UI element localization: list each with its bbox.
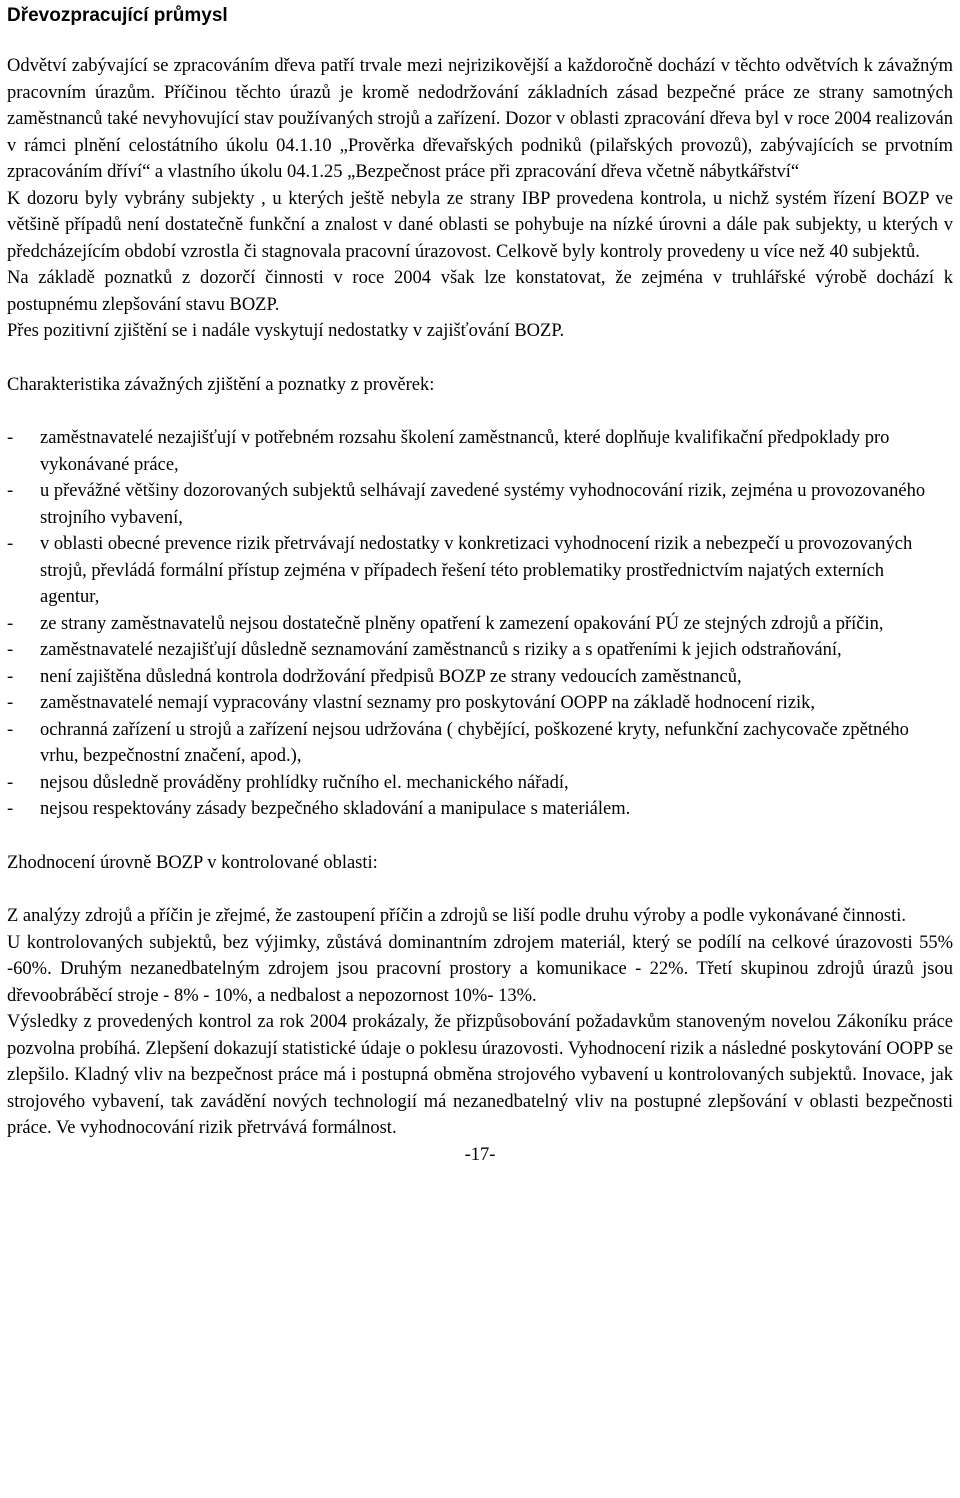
findings-list xyxy=(7,425,953,823)
dash-bullet: - xyxy=(7,719,14,740)
knowledge-paragraph: Na základě poznatků z dozorčí činnosti v roce 2004 však lze konstatovat, že zejména v truhlářské výrobě dochází k postupnému zlepšování stavu BOZP. xyxy=(7,268,953,315)
dash-bullet: - xyxy=(7,799,14,819)
list-item-text: zaměstnavatelé nemají vypracovány vlastní seznamy pro poskytování OOPP na základě hodnocení rizik, xyxy=(40,693,816,713)
evaluation-paragraph-1: Z analýzy zdrojů a příčin je zřejmé, že zastoupení příčin a zdrojů se liší podle druhu výroby a podle vykonávané činnosti. xyxy=(7,906,907,926)
list-item xyxy=(7,690,953,717)
list-item xyxy=(7,770,953,797)
dash-bullet: - xyxy=(7,613,14,634)
list-item-text: nejsou důsledně prováděny prohlídky ručního el. mechanického nářadí, xyxy=(40,772,569,793)
list-item-text: ze strany zaměstnavatelů nejsou dostatečně plněny opatření k zamezení opakování PÚ ze stejných zdrojů a příčin, xyxy=(40,613,884,634)
dash-bullet: - xyxy=(7,534,14,554)
list-item xyxy=(7,796,953,823)
list-item xyxy=(7,664,953,691)
list-item xyxy=(7,531,953,611)
evaluation-heading: Zhodnocení úrovně BOZP v kontrolované oblasti: xyxy=(7,852,378,873)
dash-bullet: - xyxy=(7,428,14,448)
findings-heading: Charakteristika závažných zjištění a poznatky z prověrek: xyxy=(7,374,435,395)
list-item xyxy=(7,717,953,770)
dash-bullet: - xyxy=(7,693,14,713)
list-item-text: není zajištěna důsledná kontrola dodržování předpisů BOZP ze strany vedoucích zaměstnanců, xyxy=(40,666,742,687)
list-item-text: zaměstnavatelé nezajišťují důsledně seznamování zaměstnanců s riziky a s opatřeními k jejich odstraňování, xyxy=(40,640,842,660)
list-item-text: zaměstnavatelé nezajišťují v potřebném rozsahu školení zaměstnanců, které doplňuje kvalifikační předpoklady pro vykonávané práce, xyxy=(40,428,890,475)
section-heading: Dřevozpracující průmysl xyxy=(7,5,228,26)
intro-paragraph: Odvětví zabývající se zpracováním dřeva patří trvale mezi nejrizikovější a každoročně dochází v těchto odvětvích k závažným pracovním úrazům. Příčinou těchto úrazů je kromě nedodržování základních zásad bezpečné práce ze strany samotných zaměstnanců také nevyhovující stav používaných strojů a zařízení. Dozor v oblasti zpracování dřeva byl v roce 2004 realizován v rámci plnění celostátního úkolu 04.1.10 „Prověrka dřevařských podniků (pilařských provozů), zabývajících se prvotním zpracováním dříví“ a vlastního úkolu 04.1.25 „Bezpečnost práce při zpracování dřeva včetně nábytkářství“ xyxy=(7,56,953,182)
evaluation-paragraph-2: U kontrolovaných subjektů, bez výjimky, zůstává dominantním zdrojem materiál, který se podílí na celkové úrazovosti 55% -60%. Druhým nezanedbatelným zdrojem jsou pracovní prostory a komunikace - 22%. Třetí skupinou zdrojů úrazů jsou dřevoobráběcí stroje - 8% - 10%, a nedbalost a nepozornost 10%- 13%. xyxy=(7,932,953,1006)
dash-bullet: - xyxy=(7,772,14,793)
list-item xyxy=(7,637,953,664)
subjects-paragraph: K dozoru byly vybrány subjekty , u kterých ještě nebyla ze strany IBP provedena kontrola, u nichž systém řízení BOZP ve většině případů není dostatečně funkční a znalost v dané oblasti se pohybuje na nízké úrovni a dále pak subjekty, u kterých v předcházejícím období vzrostla či stagnovala pracovní úrazovost. Celkově byly kontroly provedeny u více než 40 subjektů. xyxy=(7,188,953,262)
dash-bullet: - xyxy=(7,666,14,687)
dash-bullet: - xyxy=(7,481,14,501)
deficiencies-paragraph: Přes pozitivní zjištění se i nadále vyskytují nedostatky v zajišťování BOZP. xyxy=(7,321,565,341)
list-item xyxy=(7,425,953,478)
list-item xyxy=(7,611,953,638)
list-item-text: u převážné většiny dozorovaných subjektů selhávají zavedené systémy vyhodnocování rizik, zejména u provozovaného strojního vybavení, xyxy=(40,481,926,528)
page-number: -17- xyxy=(464,1144,496,1165)
dash-bullet: - xyxy=(7,640,14,660)
list-item-text: nejsou respektovány zásady bezpečného skladování a manipulace s materiálem. xyxy=(40,799,631,819)
evaluation-paragraph-3: Výsledky z provedených kontrol za rok 2004 prokázaly, že přizpůsobování požadavkům stanoveným novelou Zákoníku práce pozvolna probíhá. Zlepšení dokazují statistické údaje o poklesu úrazovosti. Vyhodnocení rizik a následné poskytování OOPP se zlepšilo. Kladný vliv na bezpečnost práce má i postupná obměna strojového vybavení u kontrolovaných subjektů. Inovace, jak strojového vybavení, tak zavádění nových technologií má nezanedbatelný vliv na postupné zlepšování v oblasti bezpečnosti práce. Ve vyhodnocování rizik přetrvává formálnost. xyxy=(7,1012,953,1138)
list-item-text: ochranná zařízení u strojů a zařízení nejsou udržována ( chybějící, poškozené kryty, nefunkční zachycovače zpětného vrhu, bezpečnostní značení, apod.), xyxy=(40,719,909,766)
list-item-text: v oblasti obecné prevence rizik přetrvávají nedostatky v konkretizaci vyhodnocení rizik a nebezpečí u provozovaných strojů, převládá formální přístup zejména v případech řešení této problematiky prostřednictvím najatých externích agentur, xyxy=(40,534,913,607)
list-item xyxy=(7,478,953,531)
